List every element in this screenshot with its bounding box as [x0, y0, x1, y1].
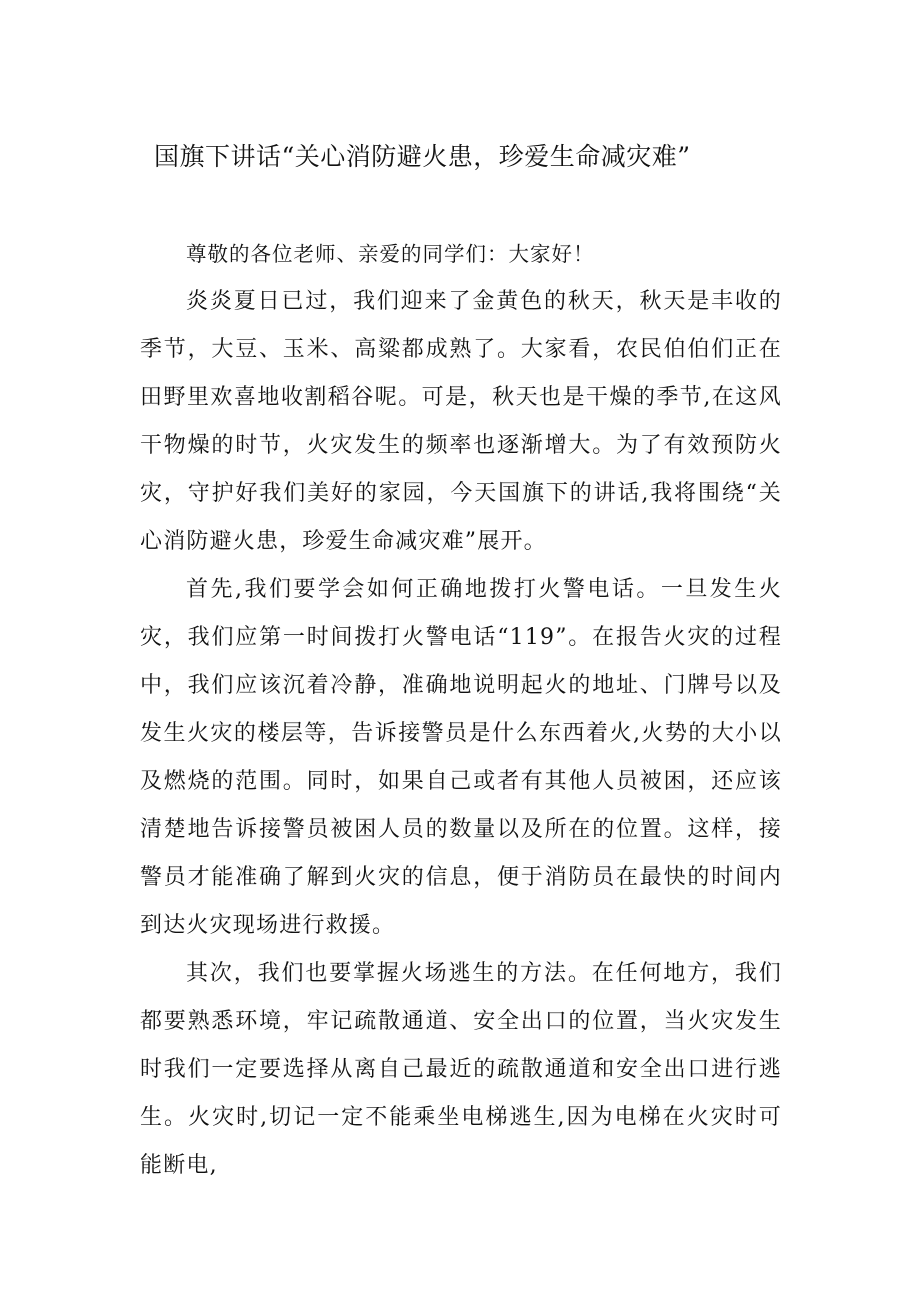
paragraph-autumn: 炎炎夏日已过，我们迎来了金黄色的秋天，秋天是丰收的季节，大豆、玉米、高粱都成熟了。大家看，农民伯伯们正在田野里欢喜地收割稻谷呢。可是，秋天也是干燥的季节,在这风干物燥的时节，火灾发生的频率也逐渐增大。为了有效预防火灾，守护好我们美好的家园，今天国旗下的讲话,我将围绕“关心消防避火患，珍爱生命减灾难”展开。	[140, 289, 782, 554]
paragraph-escape: 其次，我们也要掌握火场逃生的方法。在任何地方，我们都要熟悉环境，牢记疏散通道、安全出口的位置，当火灾发生时我们一定要选择从离自己最近的疏散通道和安全出口进行逃生。火灾时,切记一定不能乘坐电梯逃生,因为电梯在火灾时可能断电,	[140, 961, 782, 1178]
paragraph-fire-call: 首先,我们要学会如何正确地拨打火警电话。一旦发生火灾，我们应第一时间拨打火警电话“119”。在报告火灾的过程中，我们应该沉着冷静，准确地说明起火的地址、门牌号以及发生火灾的楼层等，告诉接警员是什么东西着火,火势的大小以及燃烧的范围。同时，如果自己或者有其他人员被困，还应该清楚地告诉接警员被困人员的数量以及所在的位置。这样，接警员才能准确了解到火灾的信息，便于消防员在最快的时间内到达火灾现场进行救援。	[140, 577, 782, 938]
document-title: 国旗下讲话“关心消防避火患，珍爱生命减灾难”	[154, 142, 691, 171]
greeting-line: 尊敬的各位老师、亲爱的同学们：大家好！	[186, 242, 595, 266]
